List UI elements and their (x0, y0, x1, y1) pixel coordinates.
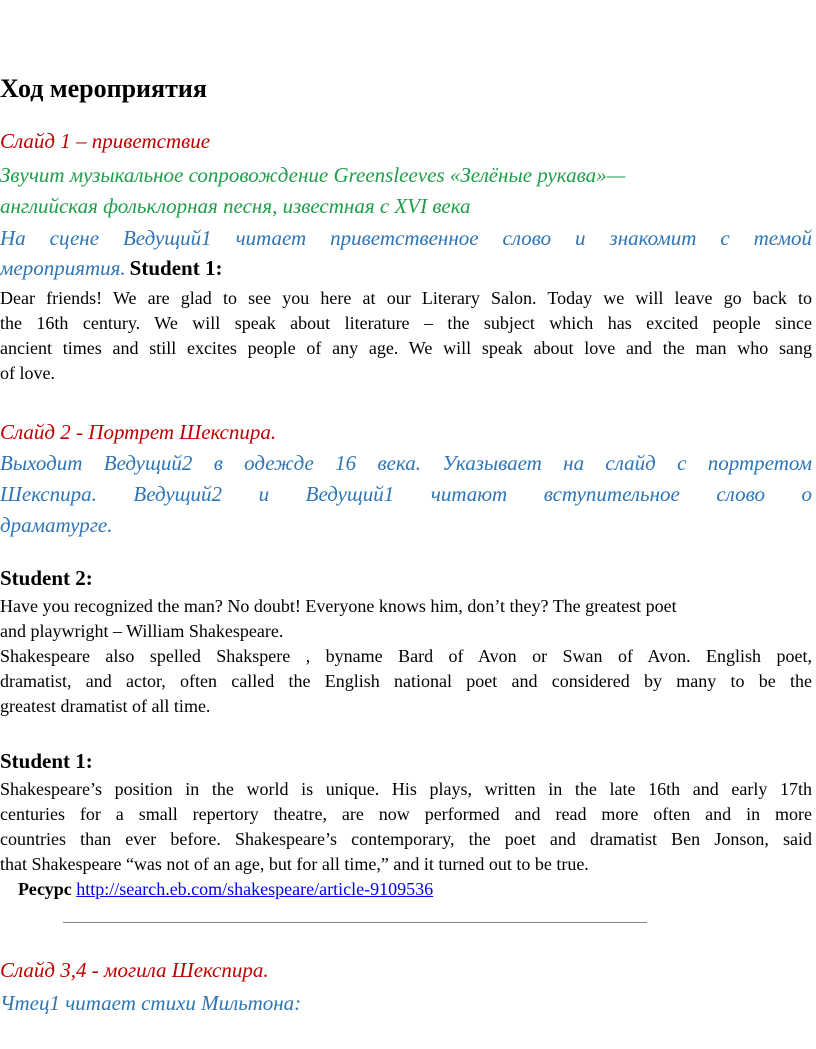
divider-line (63, 922, 647, 923)
slide2-heading: Слайд 2 - Портрет Шекспира. (0, 420, 277, 444)
slide1-host-line-2 (0, 256, 222, 281)
slide1-text-line-4: of love. (0, 363, 55, 383)
resource-link[interactable]: http://search.eb.com/shakespeare/article-9109536 (76, 879, 434, 899)
student2-text-line-1: Have you recognized the man? No doubt! Everyone knows him, don’t they? The greatest poet (0, 596, 677, 616)
slide2-stage-line-3: драматурге. (0, 513, 113, 537)
slide1-speaker: Student 1: (129, 256, 223, 280)
slide1-host-text: мероприятия. (0, 256, 126, 280)
student2-text-line-3: Shakespeare also spelled Shakspere , byname Bard of Avon or Swan of Avon. English poet, (0, 646, 812, 666)
slide1-music-line-1: Звучит музыкальное сопровождение Greensleeves «Зелёные рукава»— (0, 163, 626, 187)
page-title: Ход мероприятия (0, 74, 207, 103)
resource-line (18, 879, 433, 900)
slide34-reader: Чтец1 читает стихи Мильтона: (0, 991, 302, 1015)
slide34-heading: Слайд 3,4 - могила Шекспира. (0, 958, 269, 982)
student1-speaker: Student 1: (0, 749, 93, 773)
slide2-stage-line-2: Шекспира. Ведущий2 и Ведущий1 читают вступительное слово о (0, 482, 812, 506)
slide1-host-line-1: На сцене Ведущий1 читает приветственное слово и знакомит с темой (0, 226, 812, 250)
student1-text-line-2: centuries for a small repertory theatre, are now performed and read more often and in more (0, 804, 812, 824)
student1-text-line-1: Shakespeare’s position in the world is unique. His plays, written in the late 16th and early 17th (0, 779, 812, 799)
student2-speaker: Student 2: (0, 566, 93, 590)
slide2-stage-line-1: Выходит Ведущий2 в одежде 16 века. Указывает на слайд с портретом (0, 451, 812, 475)
resource-label: Ресурс (18, 879, 72, 899)
slide1-heading: Слайд 1 – приветствие (0, 129, 211, 153)
slide1-text-line-1: Dear friends! We are glad to see you here at our Literary Salon. Today we will leave go back to (0, 288, 812, 308)
student1-text-line-4: that Shakespeare “was not of an age, but for all time,” and it turned out to be true. (0, 854, 589, 874)
student2-text-line-4: dramatist, and actor, often called the English national poet and considered by many to be the (0, 671, 812, 691)
student1-text-line-3: countries than ever before. Shakespeare’s contemporary, the poet and dramatist Ben Jonson, said (0, 829, 812, 849)
student2-text-line-2: and playwright – William Shakespeare. (0, 621, 284, 641)
slide1-text-line-3: ancient times and still excites people of any age. We will speak about love and the man who sang (0, 338, 812, 358)
slide1-text-line-2: the 16th century. We will speak about literature – the subject which has excited people since (0, 313, 812, 333)
student2-text-line-5: greatest dramatist of all time. (0, 696, 211, 716)
slide1-music-line-2: английская фольклорная песня, известная с XVI века (0, 194, 471, 218)
